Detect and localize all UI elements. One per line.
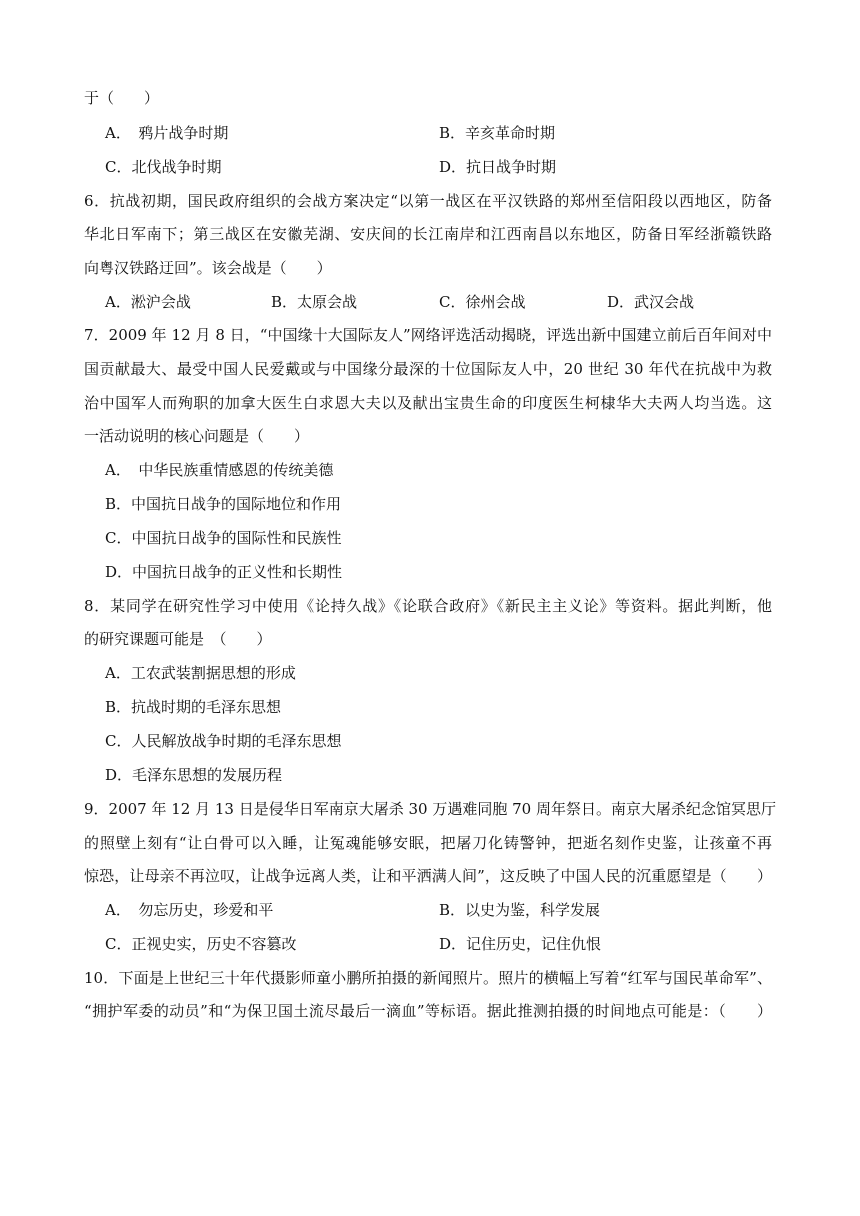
q5-option-d[interactable]: D．抗日战争时期 (439, 158, 557, 176)
q9-option-c[interactable]: C．正视史实，历史不容篡改 (105, 935, 297, 953)
q6-stem-line: 向粤汉铁路迂回”。该会战是（ ） (84, 259, 332, 277)
q5-option-b[interactable]: B．辛亥革命时期 (439, 124, 556, 142)
q8-stem-line: 的研究课题可能是 （ ） (84, 630, 272, 648)
q6-stem-line: 华北日军南下；第三战区在安徽芜湖、安庆间的长江南岸和江西南昌以东地区，防备日军经浙赣铁路 (84, 225, 772, 243)
q6-option-a[interactable]: A．淞沪会战 (105, 293, 191, 311)
q7-option-b[interactable]: B．中国抗日战争的国际地位和作用 (105, 495, 342, 513)
q7-option-c[interactable]: C．中国抗日战争的国际性和民族性 (105, 529, 342, 547)
q6-stem-line: 6．抗战初期，国民政府组织的会战方案决定“以第一战区在平汉铁路的郑州至信阳段以西地区，防备 (84, 192, 772, 210)
q8-stem-line: 8．某同学在研究性学习中使用《论持久战》《论联合政府》《新民主主义论》等资料。据此判断，他 (84, 597, 772, 615)
q8-option-b[interactable]: B．抗战时期的毛泽东思想 (105, 698, 282, 716)
q7-option-d[interactable]: D．中国抗日战争的正义性和长期性 (105, 563, 343, 581)
q6-option-b[interactable]: B．太原会战 (271, 293, 358, 311)
q6-option-c[interactable]: C．徐州会战 (439, 293, 526, 311)
q7-option-a[interactable]: A． 中华民族重情感恩的传统美德 (105, 461, 334, 479)
q6-option-d[interactable]: D．武汉会战 (607, 293, 695, 311)
q9-stem-line: 9．2007 年 12 月 13 日是侵华日军南京大屠杀 30 万遇难同胞 70 周年祭日。南京大屠杀纪念馆冥思厅 (84, 800, 776, 818)
q10-stem-line: 10．下面是上世纪三十年代摄影师童小鹏所拍摄的新闻照片。照片的横幅上写着“红军与国民革命军”、 (84, 969, 772, 987)
q5-option-c[interactable]: C．北伐战争时期 (105, 158, 222, 176)
q7-stem-line: 治中国军人而殉职的加拿大医生白求恩大夫以及献出宝贵生命的印度医生柯棣华大夫两人均当选。这 (84, 394, 772, 412)
q9-stem-line: 的照壁上刻有“让白骨可以入睡，让冤魂能够安眠，把屠刀化铸警钟，把逝名刻作史鉴，让孩童不再 (84, 834, 772, 852)
q9-option-b[interactable]: B．以史为鉴，科学发展 (439, 901, 601, 919)
q7-stem-line: 7．2009 年 12 月 8 日，“中国缘十大国际友人”网络评选活动揭晓，评选出新中国建立前后百年间对中 (84, 326, 772, 344)
q8-option-c[interactable]: C．人民解放战争时期的毛泽东思想 (105, 732, 342, 750)
q7-stem-line: 国贡献最大、最受中国人民爱戴或与中国缘分最深的十位国际友人中，20 世纪 30 年代在抗战中为救 (84, 360, 772, 378)
q5-option-a[interactable]: A． 鸦片战争时期 (105, 124, 229, 142)
q9-stem-line: 惊恐，让母亲不再泣叹，让战争远离人类，让和平洒满人间”，这反映了中国人民的沉重愿望是（ ） (84, 867, 772, 885)
q9-option-a[interactable]: A． 勿忘历史，珍爱和平 (105, 901, 274, 919)
q8-option-a[interactable]: A．工农武装割据思想的形成 (105, 664, 296, 682)
q8-option-d[interactable]: D．毛泽东思想的发展历程 (105, 766, 283, 784)
q7-stem-line: 一活动说明的核心问题是（ ） (84, 427, 310, 445)
q10-stem-line: “拥护军委的动员”和“为保卫国土流尽最后一滴血”等标语。据此推测拍摄的时间地点可能是：（ ） (84, 1002, 772, 1020)
q5-stem-tail: 于（ ） (84, 89, 160, 107)
q9-option-d[interactable]: D．记住历史，记住仇恨 (439, 935, 602, 953)
